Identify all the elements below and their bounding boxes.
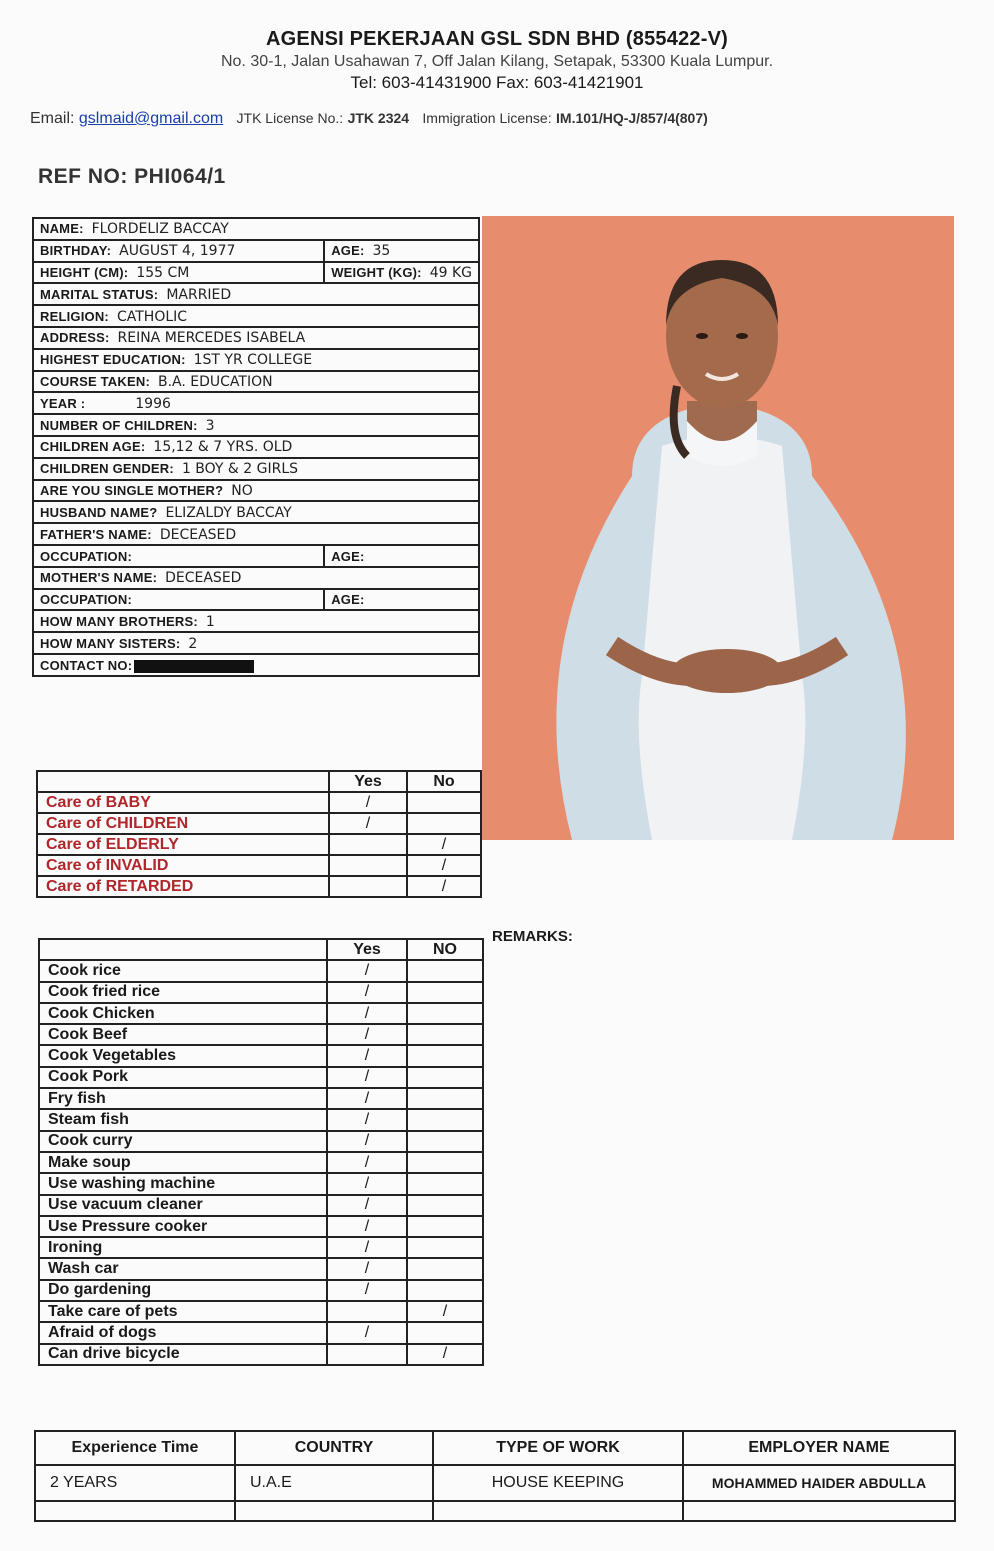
table-row bbox=[39, 1173, 483, 1194]
skill-label: Cook Vegetables bbox=[39, 1045, 327, 1066]
skill-label: Wash car bbox=[39, 1258, 327, 1279]
skill-yes-mark bbox=[327, 1344, 407, 1365]
skill-label: Cook Pork bbox=[39, 1067, 327, 1088]
skill-yes-mark: / bbox=[327, 1067, 407, 1088]
skill-no-mark bbox=[407, 1024, 483, 1045]
skill-yes-mark: / bbox=[327, 1322, 407, 1343]
agency-header bbox=[0, 28, 994, 93]
table-row bbox=[39, 1344, 483, 1365]
exp-header-country: COUNTRY bbox=[235, 1431, 433, 1465]
skill-label: Cook fried rice bbox=[39, 982, 327, 1003]
agency-address: No. 30-1, Jalan Usahawan 7, Off Jalan Kilang, Setapak, 53300 Kuala Lumpur. bbox=[220, 53, 774, 70]
care-no-mark: / bbox=[407, 855, 481, 876]
skill-no-mark bbox=[407, 1237, 483, 1258]
table-row bbox=[39, 1024, 483, 1045]
father-occupation-label: OCCUPATION: bbox=[40, 548, 132, 564]
jtk-license: JTK 2324 bbox=[347, 110, 410, 126]
table-row bbox=[39, 1301, 483, 1322]
children-label: NUMBER OF CHILDREN: bbox=[40, 417, 198, 433]
birthday-value: AUGUST 4, 1977 bbox=[119, 243, 236, 260]
care-table bbox=[36, 770, 482, 898]
skill-no-mark bbox=[407, 1067, 483, 1088]
license-row bbox=[30, 110, 980, 128]
care-no-mark bbox=[407, 813, 481, 834]
experience-table bbox=[34, 1430, 956, 1522]
skill-label: Fry fish bbox=[39, 1088, 327, 1109]
skill-label: Can drive bicycle bbox=[39, 1344, 327, 1365]
marital-label: MARITAL STATUS: bbox=[40, 286, 159, 302]
skill-label: Steam fish bbox=[39, 1109, 327, 1130]
name-value: FLORDELIZ BACCAY bbox=[91, 221, 229, 238]
skill-no-mark: / bbox=[407, 1344, 483, 1365]
height-value: 155 CM bbox=[136, 264, 190, 281]
children-value: 3 bbox=[205, 417, 215, 434]
husband-label: HUSBAND NAME? bbox=[40, 504, 158, 520]
care-label: Care of ELDERLY bbox=[37, 834, 329, 855]
skill-yes-mark bbox=[327, 1301, 407, 1322]
table-row bbox=[39, 1003, 483, 1024]
skill-yes-mark: / bbox=[327, 1280, 407, 1301]
weight-value: 49 KG bbox=[429, 264, 472, 281]
skill-no-mark bbox=[407, 1152, 483, 1173]
skill-no-mark bbox=[407, 1003, 483, 1024]
sisters-label: HOW MANY SISTERS: bbox=[40, 635, 181, 651]
year-value: 1996 bbox=[135, 395, 171, 412]
skill-yes-mark: / bbox=[327, 1237, 407, 1258]
year-label: YEAR : bbox=[40, 395, 86, 411]
exp-header-time: Experience Time bbox=[35, 1431, 235, 1465]
candidate-photo-illustration bbox=[482, 216, 954, 840]
mother-label: MOTHER'S NAME: bbox=[40, 570, 158, 586]
marital-value: MARRIED bbox=[166, 286, 232, 303]
care-no-mark: / bbox=[407, 834, 481, 855]
address-value: REINA MERCEDES ISABELA bbox=[117, 330, 306, 347]
skill-label: Use washing machine bbox=[39, 1173, 327, 1194]
table-row bbox=[39, 1152, 483, 1173]
name-label: NAME: bbox=[40, 221, 84, 237]
skills-no-header: NO bbox=[407, 939, 483, 960]
table-row bbox=[39, 1258, 483, 1279]
skill-yes-mark: / bbox=[327, 982, 407, 1003]
skill-no-mark bbox=[407, 960, 483, 981]
skill-no-mark bbox=[407, 1195, 483, 1216]
address-label: ADDRESS: bbox=[40, 330, 110, 346]
age-value: 35 bbox=[372, 243, 391, 260]
father-label: FATHER'S NAME: bbox=[40, 526, 152, 542]
religion-value: CATHOLIC bbox=[116, 308, 188, 325]
care-yes-mark bbox=[329, 834, 407, 855]
height-label: HEIGHT (CM): bbox=[40, 264, 129, 280]
children-gender-label: CHILDREN GENDER: bbox=[40, 461, 174, 477]
table-row bbox=[39, 960, 483, 981]
care-no-mark: / bbox=[407, 876, 481, 897]
care-yes-mark bbox=[329, 855, 407, 876]
skill-label: Make soup bbox=[39, 1152, 327, 1173]
agency-name: AGENSI PEKERJAAN GSL SDN BHD (855422-V) bbox=[266, 28, 728, 50]
table-row bbox=[39, 1067, 483, 1088]
agency-phone: Tel: 603-41431900 Fax: 603-41421901 bbox=[350, 73, 644, 92]
table-row bbox=[39, 1322, 483, 1343]
sisters-value: 2 bbox=[188, 635, 198, 652]
skill-yes-mark: / bbox=[327, 960, 407, 981]
skill-label: Take care of pets bbox=[39, 1301, 327, 1322]
table-row bbox=[39, 1045, 483, 1066]
children-gender-value: 1 BOY & 2 GIRLS bbox=[181, 461, 299, 478]
contact-label: CONTACT NO: bbox=[40, 657, 133, 673]
table-row bbox=[37, 792, 481, 813]
skill-no-mark bbox=[407, 1173, 483, 1194]
skill-yes-mark: / bbox=[327, 1024, 407, 1045]
table-row bbox=[39, 1237, 483, 1258]
children-age-label: CHILDREN AGE: bbox=[40, 439, 146, 455]
table-row bbox=[35, 1501, 955, 1521]
weight-label: WEIGHT (KG): bbox=[331, 264, 422, 280]
table-row bbox=[39, 1280, 483, 1301]
skill-label: Do gardening bbox=[39, 1280, 327, 1301]
skill-no-mark bbox=[407, 1322, 483, 1343]
care-yes-mark: / bbox=[329, 813, 407, 834]
skill-yes-mark: / bbox=[327, 1045, 407, 1066]
immigration-label: Immigration License: bbox=[422, 110, 552, 126]
exp-time: 2 YEARS bbox=[35, 1465, 235, 1501]
candidate-photo bbox=[482, 216, 954, 840]
skill-label: Use vacuum cleaner bbox=[39, 1195, 327, 1216]
skill-label: Cook Chicken bbox=[39, 1003, 327, 1024]
father-age-label: AGE: bbox=[331, 548, 365, 564]
care-label: Care of INVALID bbox=[37, 855, 329, 876]
age-label: AGE: bbox=[331, 243, 365, 259]
ref-number: REF NO: PHI064/1 bbox=[38, 165, 226, 188]
skill-no-mark: / bbox=[407, 1301, 483, 1322]
brothers-value: 1 bbox=[205, 613, 215, 630]
education-label: HIGHEST EDUCATION: bbox=[40, 352, 186, 368]
skill-yes-mark: / bbox=[327, 1173, 407, 1194]
exp-work: HOUSE KEEPING bbox=[433, 1465, 683, 1501]
skill-yes-mark: / bbox=[327, 1258, 407, 1279]
care-label: Care of RETARDED bbox=[37, 876, 329, 897]
table-row bbox=[39, 1216, 483, 1237]
email-label: Email: bbox=[30, 110, 75, 127]
skill-no-mark bbox=[407, 1258, 483, 1279]
exp-header-employer: EMPLOYER NAME bbox=[683, 1431, 955, 1465]
table-row bbox=[39, 1088, 483, 1109]
skill-label: Cook rice bbox=[39, 960, 327, 981]
mother-occupation-label: OCCUPATION: bbox=[40, 592, 132, 608]
skill-no-mark bbox=[407, 1216, 483, 1237]
skill-no-mark bbox=[407, 1088, 483, 1109]
mother-age-label: AGE: bbox=[331, 592, 365, 608]
brothers-label: HOW MANY BROTHERS: bbox=[40, 613, 198, 629]
table-row bbox=[35, 1465, 955, 1501]
course-label: COURSE TAKEN: bbox=[40, 373, 150, 389]
table-row bbox=[39, 982, 483, 1003]
table-row bbox=[37, 834, 481, 855]
remarks-label: REMARKS: bbox=[492, 928, 573, 945]
skill-yes-mark: / bbox=[327, 1003, 407, 1024]
skill-no-mark bbox=[407, 1280, 483, 1301]
skills-yes-header: Yes bbox=[327, 939, 407, 960]
skill-no-mark bbox=[407, 1045, 483, 1066]
exp-employer: MOHAMMED HAIDER ABDULLA bbox=[683, 1465, 955, 1501]
skill-no-mark bbox=[407, 1131, 483, 1152]
single-mother-value: NO bbox=[231, 482, 253, 499]
husband-value: ELIZALDY BACCAY bbox=[165, 504, 292, 521]
religion-label: RELIGION: bbox=[40, 308, 109, 324]
table-row bbox=[37, 855, 481, 876]
skill-label: Afraid of dogs bbox=[39, 1322, 327, 1343]
skill-label: Cook curry bbox=[39, 1131, 327, 1152]
skill-yes-mark: / bbox=[327, 1109, 407, 1130]
course-value: B.A. EDUCATION bbox=[157, 373, 273, 390]
skill-label: Cook Beef bbox=[39, 1024, 327, 1045]
contact-redaction bbox=[134, 660, 254, 673]
immigration-license: IM.101/HQ-J/857/4(807) bbox=[556, 110, 708, 126]
skill-yes-mark: / bbox=[327, 1216, 407, 1237]
father-value: DECEASED bbox=[159, 526, 237, 543]
table-row bbox=[37, 813, 481, 834]
birthday-label: BIRTHDAY: bbox=[40, 243, 112, 259]
care-no-header: No bbox=[407, 771, 481, 792]
skill-yes-mark: / bbox=[327, 1152, 407, 1173]
education-value: 1ST YR COLLEGE bbox=[193, 352, 313, 369]
skill-label: Ironing bbox=[39, 1237, 327, 1258]
care-yes-header: Yes bbox=[329, 771, 407, 792]
care-label: Care of BABY bbox=[37, 792, 329, 813]
skill-no-mark bbox=[407, 982, 483, 1003]
skill-label: Use Pressure cooker bbox=[39, 1216, 327, 1237]
email-link[interactable]: gslmaid@gmail.com bbox=[78, 110, 224, 127]
table-row bbox=[39, 1131, 483, 1152]
care-yes-mark: / bbox=[329, 792, 407, 813]
care-label: Care of CHILDREN bbox=[37, 813, 329, 834]
skills-table bbox=[38, 938, 484, 1366]
skill-yes-mark: / bbox=[327, 1131, 407, 1152]
children-age-value: 15,12 & 7 YRS. OLD bbox=[153, 439, 293, 456]
exp-country: U.A.E bbox=[235, 1465, 433, 1501]
table-row bbox=[39, 1195, 483, 1216]
table-row bbox=[39, 1109, 483, 1130]
profile-table bbox=[32, 217, 480, 677]
exp-header-work: TYPE OF WORK bbox=[433, 1431, 683, 1465]
jtk-label: JTK License No.: bbox=[236, 110, 344, 126]
skill-yes-mark: / bbox=[327, 1088, 407, 1109]
care-yes-mark bbox=[329, 876, 407, 897]
single-mother-label: ARE YOU SINGLE MOTHER? bbox=[40, 482, 224, 498]
skill-no-mark bbox=[407, 1109, 483, 1130]
skill-yes-mark: / bbox=[327, 1195, 407, 1216]
table-row bbox=[37, 876, 481, 897]
mother-value: DECEASED bbox=[165, 570, 242, 587]
care-no-mark bbox=[407, 792, 481, 813]
